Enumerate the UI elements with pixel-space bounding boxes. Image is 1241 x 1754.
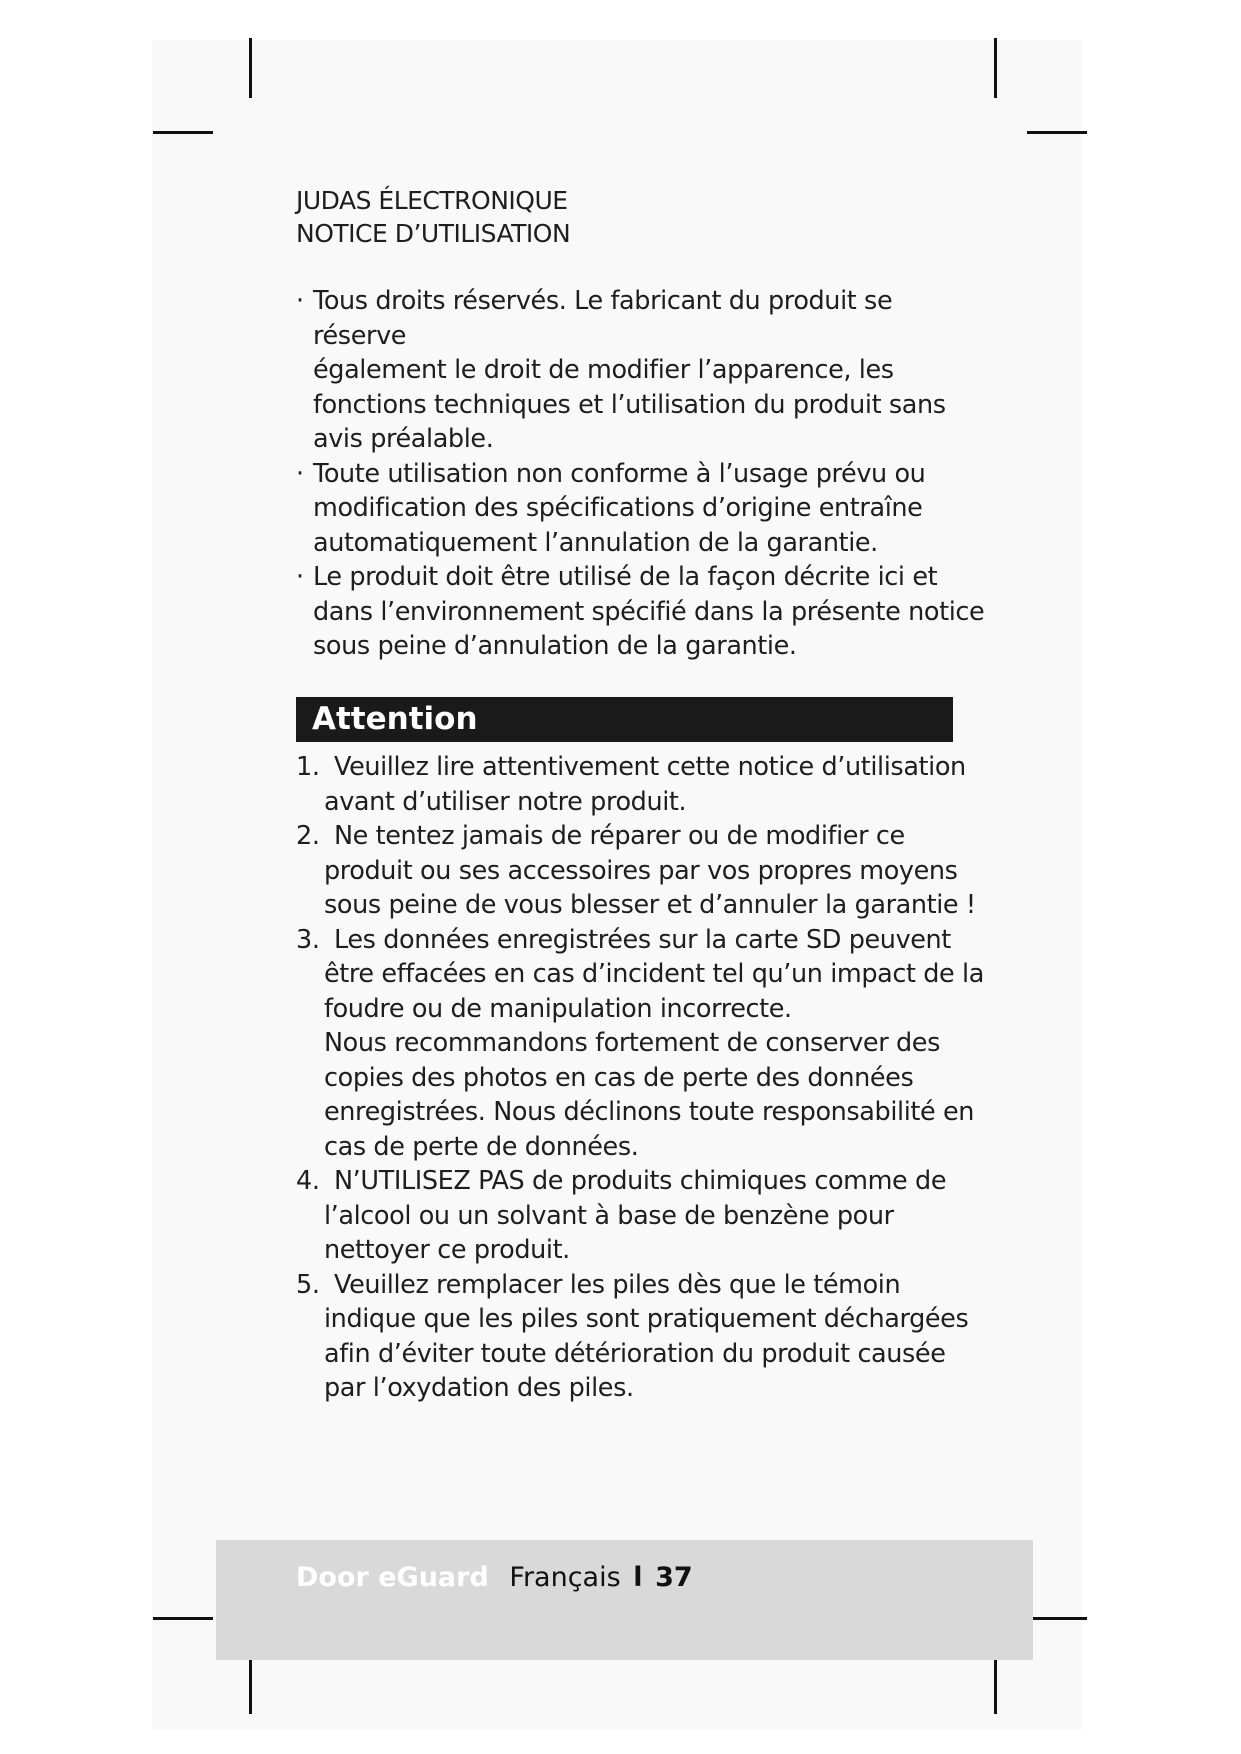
item-line: par l’oxydation des piles. <box>324 1373 634 1403</box>
page-number: 37 <box>655 1562 693 1593</box>
bullet-symbol: · <box>296 286 304 316</box>
item-line: foudre ou de manipulation incorrecte. <box>324 993 792 1024</box>
crop-mark-bottom-left-vertical <box>249 1654 252 1714</box>
item-line: indique que les piles sont pratiquement déchargées <box>324 1304 969 1334</box>
crop-mark-top-left-vertical <box>249 38 252 98</box>
attention-list <box>296 750 996 1406</box>
item-line: sous peine de vous blesser et d’annuler la garantie ! <box>324 890 976 920</box>
item-line: nettoyer ce produit. <box>324 1235 570 1265</box>
list-item-line: dans l’environnement spécifié dans la présente notice <box>313 596 985 627</box>
list-item-line: sous peine d’annulation de la garantie. <box>313 631 797 661</box>
footer-band <box>216 1540 1033 1660</box>
list-item <box>296 560 986 664</box>
item-line: Veuillez lire attentivement cette notice d’utilisation <box>334 752 966 782</box>
list-item-line: automatiquement l’annulation de la garantie. <box>313 527 878 558</box>
document-header <box>296 184 570 250</box>
item-line: copies des photos en cas de perte des données <box>324 1062 914 1093</box>
numbered-item <box>296 750 996 819</box>
list-item-line: également le droit de modifier l’apparence, les <box>313 355 894 385</box>
crop-mark-bottom-right-vertical <box>994 1654 997 1714</box>
item-number: 2. <box>296 821 320 851</box>
item-line: avant d’utiliser notre produit. <box>324 786 687 817</box>
footer-language: Français <box>509 1562 621 1593</box>
item-line: être effacées en cas d’incident tel qu’un impact de la <box>324 959 984 989</box>
item-line: produit ou ses accessoires par vos propres moyens <box>324 855 958 886</box>
crop-mark-top-left-horizontal <box>153 131 213 134</box>
numbered-item <box>296 819 996 923</box>
list-item-line: avis préalable. <box>313 424 494 454</box>
page-footer <box>296 1560 693 1596</box>
item-line: Nous recommandons fortement de conserver des <box>324 1028 940 1058</box>
item-number: 5. <box>296 1269 320 1300</box>
brand-name: Door eGuard <box>296 1562 489 1593</box>
numbered-item <box>296 923 996 1165</box>
disclaimer-list <box>296 284 986 664</box>
item-line: Les données enregistrées sur la carte SD peuvent <box>334 924 951 955</box>
item-line: Veuillez remplacer les piles dès que le témoin <box>334 1269 901 1300</box>
crop-mark-bottom-right-horizontal <box>1027 1617 1087 1620</box>
list-item-line: fonctions techniques et l’utilisation du produit sans <box>313 389 946 420</box>
item-number: 1. <box>296 752 320 782</box>
list-item-line: Toute utilisation non conforme à l’usage prévu ou <box>313 458 926 489</box>
crop-mark-top-right-vertical <box>994 38 997 98</box>
footer-separator: l <box>633 1562 643 1593</box>
crop-mark-bottom-left-horizontal <box>153 1617 213 1620</box>
crop-mark-top-right-horizontal <box>1027 131 1087 134</box>
bullet-symbol: · <box>296 458 304 489</box>
item-line: afin d’éviter toute détérioration du produit causée <box>324 1338 946 1369</box>
bullet-symbol: · <box>296 562 304 592</box>
header-subtitle: NOTICE D’UTILISATION <box>296 219 571 248</box>
numbered-item <box>296 1164 996 1268</box>
numbered-item <box>296 1268 996 1406</box>
item-line: cas de perte de données. <box>324 1131 639 1162</box>
item-line: l’alcool ou un solvant à base de benzène pour <box>324 1200 894 1231</box>
list-item <box>296 457 986 561</box>
list-item-line: Le produit doit être utilisé de la façon décrite ici et <box>313 562 938 592</box>
attention-heading: Attention <box>296 697 953 742</box>
item-number: 3. <box>296 924 320 955</box>
list-item-line: Tous droits réservés. Le fabricant du produit se réserve <box>313 286 893 351</box>
item-line: N’UTILISEZ PAS de produits chimiques comme de <box>334 1166 947 1196</box>
list-item-line: modification des spécifications d’origine entraîne <box>313 493 923 523</box>
header-title: JUDAS ÉLECTRONIQUE <box>296 186 568 215</box>
item-line: enregistrées. Nous déclinons toute responsabilité en <box>324 1097 975 1127</box>
list-item <box>296 284 986 457</box>
item-number: 4. <box>296 1166 320 1196</box>
item-line: Ne tentez jamais de réparer ou de modifier ce <box>334 821 905 851</box>
